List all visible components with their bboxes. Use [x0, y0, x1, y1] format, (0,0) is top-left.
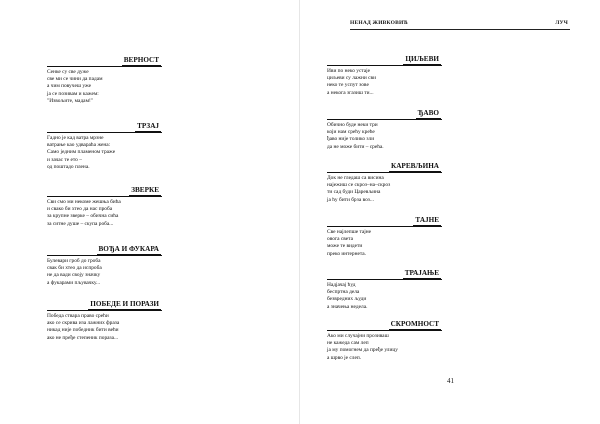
poem-line: а шрво је слеп.	[327, 354, 362, 361]
poem-title-text: ВЕРНОСТ	[123, 56, 159, 64]
poem-block	[47, 186, 162, 228]
poem-line: никад није победник бити већи	[47, 327, 119, 334]
poem-line: Сенке су све дуже	[47, 69, 89, 75]
poem-block	[47, 122, 162, 171]
poem-line: безвредних људи	[327, 296, 367, 303]
poem-title	[327, 216, 442, 226]
header-book-title: ЛУЧ	[555, 20, 568, 26]
poem-line: а некога згазиш ти...	[327, 89, 374, 96]
poem-line: Булевари гроб до гроба	[47, 258, 101, 264]
poem-line: неко те успут зове	[327, 82, 369, 89]
poem-title-text: ТРАЈАЊЕ	[404, 269, 439, 277]
poem-line: који нам срећу креће	[327, 129, 375, 136]
poem-line: ти сад буди Царевљина	[327, 189, 381, 196]
poem-line: "Извољите, мадам!"	[47, 97, 93, 104]
right-page	[300, 0, 600, 424]
poem-lines	[47, 258, 162, 287]
poem-title-text: ЦИЉЕВИ	[405, 55, 439, 63]
poem-title-text: ТАЈНЕ	[415, 216, 439, 224]
poem-title	[47, 186, 162, 196]
poem-line: Победа ствара право срећи	[47, 313, 109, 319]
poem-lines	[327, 229, 442, 258]
poem-title	[327, 55, 442, 65]
poem-line: не да вади своју значку	[47, 272, 101, 279]
poem-lines	[327, 68, 442, 97]
poem-title-text: ПОБЕДЕ И ПОРАЗИ	[90, 300, 159, 308]
poem-line: Ако ми случајни прозиваш	[327, 333, 389, 339]
poem-line: а фукарами пљувачку...	[47, 279, 101, 286]
poem-title-text: ЗВЕРКЕ	[131, 186, 159, 194]
poem-title	[327, 269, 442, 279]
poem-block	[327, 320, 442, 362]
page-number: 41	[447, 377, 454, 385]
poem-block	[327, 109, 442, 151]
poem-line: Надјачај ћуд	[327, 282, 356, 288]
poem-line: ја му помогнем да пређе улицу	[327, 347, 398, 354]
poem-line: а значења недела.	[327, 303, 368, 310]
poem-line: и зачас те ето –	[47, 156, 82, 163]
poem-line: ватрање као удвараћа жена:	[47, 142, 111, 149]
poem-line: Сви смо ми некоме жешња бића	[47, 199, 121, 205]
poem-block	[327, 269, 442, 311]
poem-rule	[47, 196, 162, 197]
poem-line: да не може бити – срећа.	[327, 143, 384, 150]
poem-line: ако се скрива иза лажних фраза	[47, 320, 120, 327]
poem-line: за ситне душе – скупа роба...	[47, 220, 114, 227]
poem-lines	[47, 313, 162, 342]
poem-line: може те видети	[327, 243, 363, 250]
poem-lines	[327, 175, 442, 204]
poem-line: ђаво није толико зли	[327, 136, 375, 143]
poem-line: ја се позивам и кажем:	[47, 90, 99, 97]
poem-lines	[47, 69, 162, 105]
poem-block	[47, 300, 162, 342]
poem-block	[47, 56, 162, 105]
poem-line: Док не гледаш са висина	[327, 175, 384, 181]
poem-title	[47, 300, 162, 310]
poem-block	[327, 55, 442, 97]
poem-lines	[327, 122, 442, 151]
poem-line: а чим повучеш уже	[47, 83, 92, 90]
poem-title	[47, 56, 162, 66]
poem-lines	[47, 135, 162, 171]
poem-rule	[47, 66, 162, 67]
poem-line: и свако би хтео да нас проба	[47, 206, 113, 213]
poem-block	[327, 216, 442, 258]
poem-line: ја ћу бити брза воз...	[327, 196, 374, 203]
poem-rule	[47, 255, 162, 256]
poem-rule	[47, 310, 162, 311]
poem-line: Иви по неко устаје	[327, 68, 371, 74]
poem-title	[47, 122, 162, 132]
poem-line: свак би хтео да испроба	[47, 265, 102, 272]
poem-title	[47, 245, 162, 255]
poem-line: не кажеда сам леп	[327, 340, 369, 347]
poem-line: Обично буде неки три	[327, 122, 378, 128]
poem-line: Гадно је кад ватра мрзне	[47, 135, 104, 141]
poem-rule	[327, 279, 442, 280]
poem-title	[327, 320, 442, 330]
poem-line: од поштадо плена.	[47, 163, 90, 170]
poem-title-text: СКРОМНОСТ	[390, 320, 439, 328]
poem-block	[47, 245, 162, 287]
poem-line: Само једним пламеном траже	[47, 149, 116, 156]
poem-rule	[327, 172, 442, 173]
poem-lines	[47, 199, 162, 228]
poem-title	[327, 162, 442, 172]
poem-title-text: ЂАВО	[417, 109, 439, 117]
poem-lines	[327, 333, 442, 362]
poem-title-text: ВОЂА И ФУКАРА	[98, 245, 159, 253]
poem-line: за крупне зверке – обична сића	[47, 213, 119, 220]
poem-block	[327, 162, 442, 204]
poem-rule	[327, 65, 442, 66]
poem-rule	[327, 226, 442, 227]
poem-rule	[327, 330, 442, 331]
poem-line: Све најлепше тајне	[327, 229, 372, 235]
poem-rule	[327, 119, 442, 120]
poem-title-text: ТРЗАЈ	[137, 122, 159, 130]
poem-line: ако не пређе степеник пораза...	[47, 334, 119, 341]
poem-rule	[47, 132, 162, 133]
poem-line: овога света	[327, 236, 353, 243]
poem-line: све ми се чини да падам	[47, 76, 103, 83]
poem-lines	[327, 282, 442, 311]
header-author: НЕНАД ЖИВКОВИЋ	[350, 20, 409, 26]
poem-title-text: КАРЕВЉИНА	[391, 162, 439, 170]
poem-line: циљеви су лажни сви	[327, 75, 376, 82]
header-rule	[350, 29, 570, 30]
poem-line: најежиш се скроз–на–скроз	[327, 182, 391, 189]
poem-line: преко интернета.	[327, 250, 367, 257]
poem-line: беспртна дела	[327, 289, 360, 296]
poem-title	[327, 109, 442, 119]
